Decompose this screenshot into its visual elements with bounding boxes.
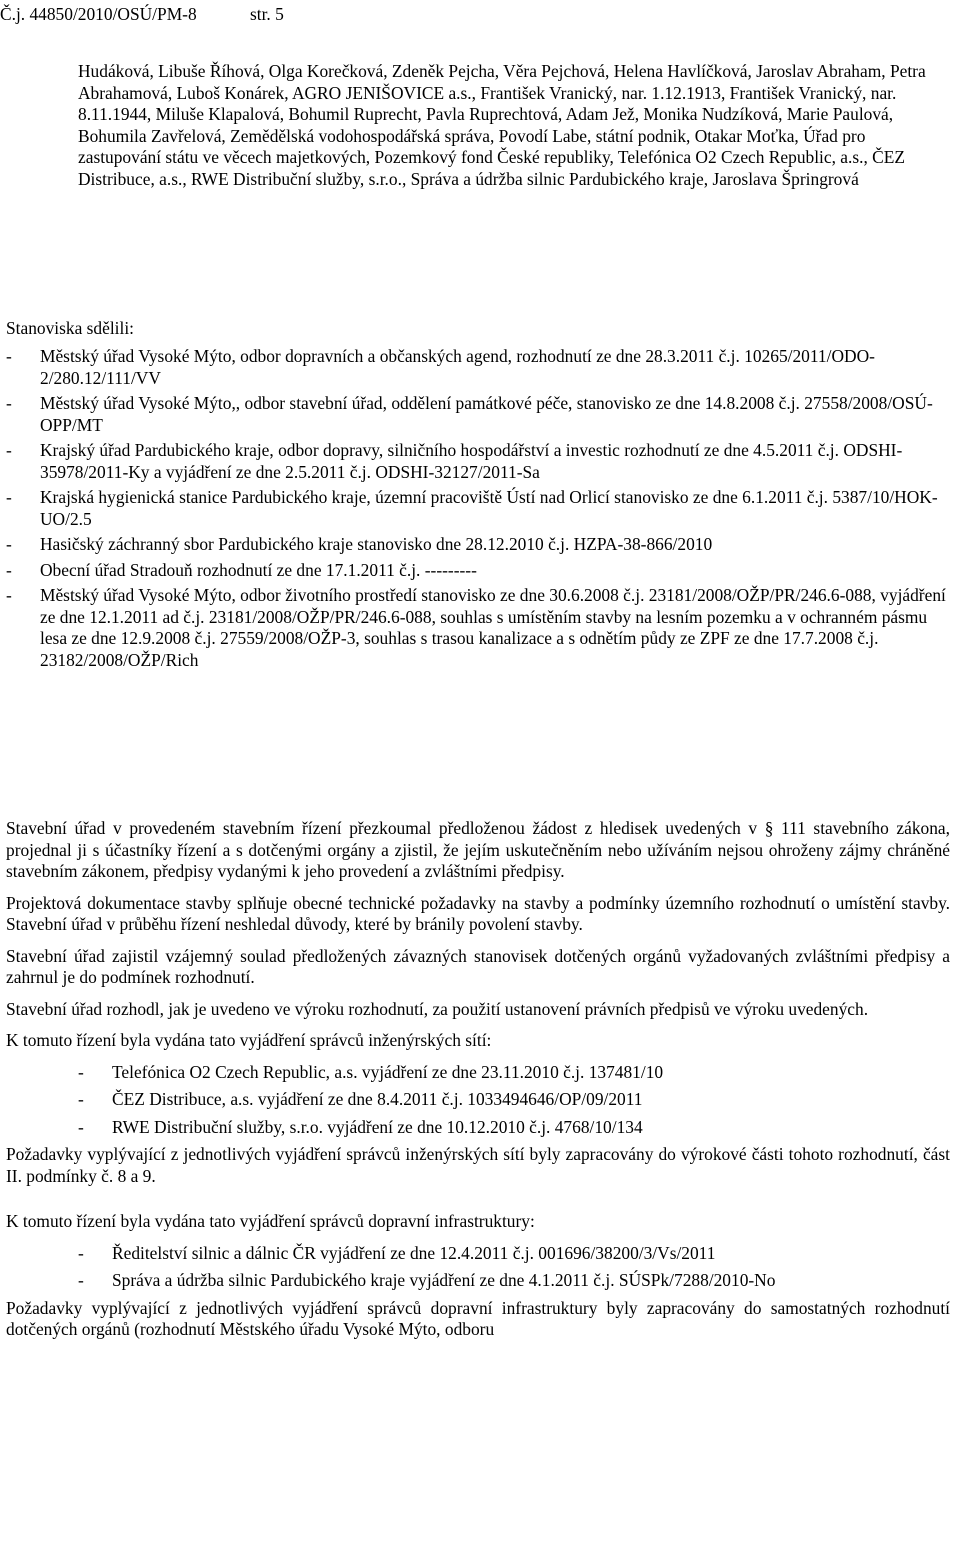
networks-intro: K tomuto řízení byla vydána tato vyjádření správců inženýrských sítí:	[6, 1030, 492, 1050]
networks-list	[6, 1062, 950, 1139]
transport-list	[6, 1243, 950, 1292]
list-item	[6, 1243, 950, 1265]
statements-list	[6, 346, 950, 675]
statement-text: Krajský úřad Pardubického kraje, odbor dopravy, silničního hospodářství a investic rozhodnutí ze dne 4.5.2011 č.j. ODSHI-35978/2011-Ky a vyjádření ze dne 2.5.2011 č.j. ODSHI-32127/2011-Sa	[40, 440, 903, 482]
list-item	[6, 1089, 950, 1111]
list-dash: -	[6, 440, 12, 460]
list-item	[6, 440, 950, 483]
reasoning-section	[6, 818, 950, 1351]
transport-outro: Požadavky vyplývající z jednotlivých vyjádření správců dopravní infrastruktury byly zapracovány do samostatných rozhodnutí dotčených orgánů (rozhodnutí Městského úřadu Vysoké Mýto, odboru	[6, 1297, 950, 1339]
list-item	[6, 487, 950, 530]
list-dash: -	[78, 1270, 84, 1290]
paragraph: Stavební úřad rozhodl, jak je uvedeno ve výroku rozhodnutí, za použití ustanovení právních předpisů ve výroku uvedených.	[6, 998, 869, 1019]
statement-text: Městský úřad Vysoké Mýto, odbor dopravních a občanských agend, rozhodnutí ze dne 28.3.2011 č.j. 10265/2011/ODO-2/280.12/111/VV	[40, 346, 875, 388]
statement-text: Městský úřad Vysoké Mýto, odbor životního prostředí stanovisko ze dne 30.6.2008 č.j. 23181/2008/OŽP/PR/246.6-088, vyjádření ze dne 12.1.2011 ad č.j. 23181/2008/OŽP/PR/246.6-088, souhlas s umístěním stavby na lesním pozemku a v ochranném pásmu lesa ze dne 12.9.2008 č.j. 27559/2008/OŽP-3, souhlas s trasou kanalizace a s odnětím půdy ze ZPF ze dne 17.7.2008 č.j. 23182/2008/OŽP/Rich	[40, 585, 946, 670]
list-item	[6, 346, 950, 389]
list-dash: -	[6, 585, 12, 605]
page-number: str. 5	[250, 4, 284, 24]
list-item	[6, 1062, 950, 1084]
statement-text: Krajská hygienická stanice Pardubického kraje, územní pracoviště Ústí nad Orlicí stanovisko ze dne 6.1.2011 č.j. 5387/10/HOK-UO/2.5	[40, 487, 938, 529]
transport-text: Správa a údržba silnic Pardubického kraje vyjádření ze dne 4.1.2011 č.j. SÚSPk/7288/2010-No	[112, 1270, 776, 1290]
list-dash: -	[78, 1242, 84, 1263]
reference-number: Č.j. 44850/2010/OSÚ/PM-8	[0, 4, 197, 24]
participants-paragraph	[78, 61, 950, 190]
statement-text: Hasičský záchranný sbor Pardubického kraje stanovisko dne 28.12.2010 č.j. HZPA-38-866/2010	[40, 534, 713, 554]
list-item	[6, 534, 950, 556]
list-item	[6, 560, 950, 582]
network-text: RWE Distribuční služby, s.r.o. vyjádření ze dne 10.12.2010 č.j. 4768/10/134	[112, 1116, 643, 1137]
paragraph: Projektová dokumentace stavby splňuje obecné technické požadavky na stavby a podmínky územního rozhodnutí o umístění stavby. Stavební úřad v průběhu řízení neshledal důvody, které by bránily povolení stavby.	[6, 892, 950, 934]
paragraph: Stavební úřad zajistil vzájemný soulad předložených závazných stanovisek dotčených orgánů vyžadovaných zvláštními předpisy a zahrnul je do podmínek rozhodnutí.	[6, 945, 950, 987]
list-item	[6, 393, 950, 436]
statement-text: Obecní úřad Stradouň rozhodnutí ze dne 17.1.2011 č.j. ---------	[40, 559, 477, 580]
networks-outro: Požadavky vyplývající z jednotlivých vyjádření správců inženýrských sítí byly zapracovány do výrokové části tohoto rozhodnutí, část II. podmínky č. 8 a 9.	[6, 1144, 950, 1186]
transport-intro: K tomuto řízení byla vydána tato vyjádření správců dopravní infrastruktury:	[6, 1211, 535, 1231]
list-dash: -	[6, 534, 12, 554]
list-dash: -	[6, 393, 12, 413]
statement-text: Městský úřad Vysoké Mýto,, odbor stavební úřad, oddělení památkové péče, stanovisko ze dne 14.8.2008 č.j. 27558/2008/OSÚ-OPP/MT	[40, 393, 933, 435]
paragraph: Stavební úřad v provedeném stavebním řízení přezkoumal předloženou žádost z hledisek uvedených v § 111 stavebního zákona, projednal ji s účastníky řízení a s dotčenými orgány a zjistil, že jejím uskutečněním nebo užíváním nejsou ohroženy zájmy chráněné stavebním zákonem, předpisy vydanými k jeho provedení a zvláštními předpisy.	[6, 818, 950, 881]
statements-heading: Stanoviska sdělili:	[6, 318, 135, 338]
page-header	[0, 4, 284, 26]
list-item	[6, 1117, 950, 1139]
list-item	[6, 585, 950, 671]
list-dash: -	[6, 487, 12, 507]
participants-text: Hudáková, Libuše Říhová, Olga Korečková, Zdeněk Pejcha, Věra Pejchová, Helena Havlíčková, Jaroslav Abraham, Petra Abrahamová, Luboš Konárek, AGRO JENIŠOVICE a.s., František Vranický, nar. 1.12.1913, František Vranický, nar. 8.11.1944, Miluše Klapalová, Bohumil Ruprecht, Pavla Ruprechtová, Adam Jež, Monika Nudzíková, Marie Paulová, Bohumila Zavřelová, Zemědělská vodohospodářská správa, Povodí Labe, státní podnik, Otakar Moťka, Úřad pro zastupování státu ve věcech majetkových, Pozemkový fond České republiky, Telefónica O2 Czech Republic, a.s., ČEZ Distribuce, a.s., RWE Distribuční služby, s.r.o., Správa a údržba silnic Pardubického kraje, Jaroslava Špringrová	[78, 61, 926, 189]
list-dash: -	[78, 1089, 84, 1109]
network-text: ČEZ Distribuce, a.s. vyjádření ze dne 8.4.2011 č.j. 1033494646/OP/09/2011	[112, 1089, 643, 1109]
list-dash: -	[78, 1116, 84, 1137]
list-dash: -	[78, 1061, 84, 1082]
list-item	[6, 1270, 950, 1292]
list-dash: -	[6, 346, 12, 366]
network-text: Telefónica O2 Czech Republic, a.s. vyjádření ze dne 23.11.2010 č.j. 137481/10	[112, 1061, 664, 1082]
list-dash: -	[6, 559, 12, 580]
transport-text: Ředitelství silnic a dálnic ČR vyjádření ze dne 12.4.2011 č.j. 001696/38200/3/Vs/2011	[112, 1242, 716, 1263]
